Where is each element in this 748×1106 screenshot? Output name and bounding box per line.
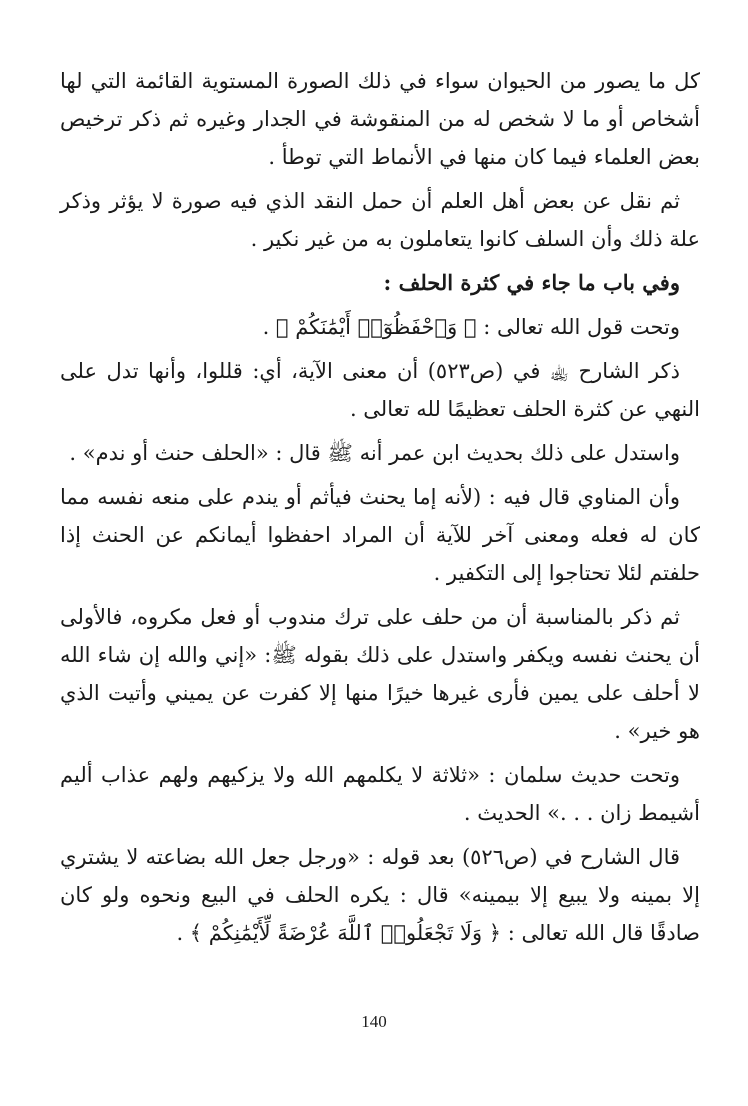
chapter-heading: وفي باب ما جاء في كثرة الحلف :: [383, 270, 680, 295]
paragraph: ذكر الشارح ﵀ في (ص٥٢٣) أن معنى الآية، أي: قللوا، وأنها تدل على النهي عن كثرة الحلف تعظيمًا لله تعالى .: [60, 359, 700, 421]
paragraph: كل ما يصور من الحيوان سواء في ذلك الصورة المستوية القائمة التي لها أشخاص أو ما لا شخص له من المنقوشة في الجدار وغيره ثم ذكر ترخيص بعض العلماء فيما كان منها في الأنماط التي توطأ .: [60, 69, 700, 169]
paragraph: ثم ذكر بالمناسبة أن من حلف على ترك مندوب أو فعل مكروه، فالأولى أن يحنث نفسه ويكفر واستدل على ذلك بقوله ﷺ: «إني والله إن شاء الله لا أحلف على يمين فأرى غيرها خيرًا منها إلا كفرت عن يميني وأتيت الذي هو خير» .: [60, 605, 700, 743]
paragraph: وأن المناوي قال فيه : (لأنه إما يحنث فيأثم أو يندم على منعه نفسه مما كان له فعله ومعنى آخر للآية أن المراد احفظوا أيمانكم عن الحنث إذا حلفتم لئلا تحتاجوا إلى التكفير .: [60, 485, 700, 585]
page-number: 140: [361, 1012, 387, 1031]
page-text: [60, 62, 700, 952]
paragraph: وتحت قول الله تعالى : ﴿ وَٱحْفَظُوٓا۟ أَيْمَٰنَكُمْ ﴾ .: [262, 315, 680, 339]
paragraph: واستدل على ذلك بحديث ابن عمر أنه ﷺ قال : «الحلف حنث أو ندم» .: [69, 441, 680, 465]
paragraph: وتحت حديث سلمان : «ثلاثة لا يكلمهم الله ولا يزكيهم ولهم عذاب أليم أشيمط زان . . .» الحديث .: [60, 763, 700, 825]
paragraph: ثم نقل عن بعض أهل العلم أن حمل النقد الذي فيه صورة لا يؤثر وذكر علة ذلك وأن السلف كانوا يتعاملون به من غير نكير .: [60, 189, 700, 251]
paragraph: قال الشارح في (ص٥٢٦) بعد قوله : «ورجل جعل الله بضاعته لا يشتري إلا بمينه ولا يبيع إلا بيمينه» قال : يكره الحلف في البيع ونحوه ولو كان صادقًا قال الله تعالى : ﴿ وَلَا تَجْعَلُوا۟ ٱللَّهَ عُرْضَةً لِّأَيْمَٰنِكُمْ ﴾ .: [60, 845, 700, 945]
